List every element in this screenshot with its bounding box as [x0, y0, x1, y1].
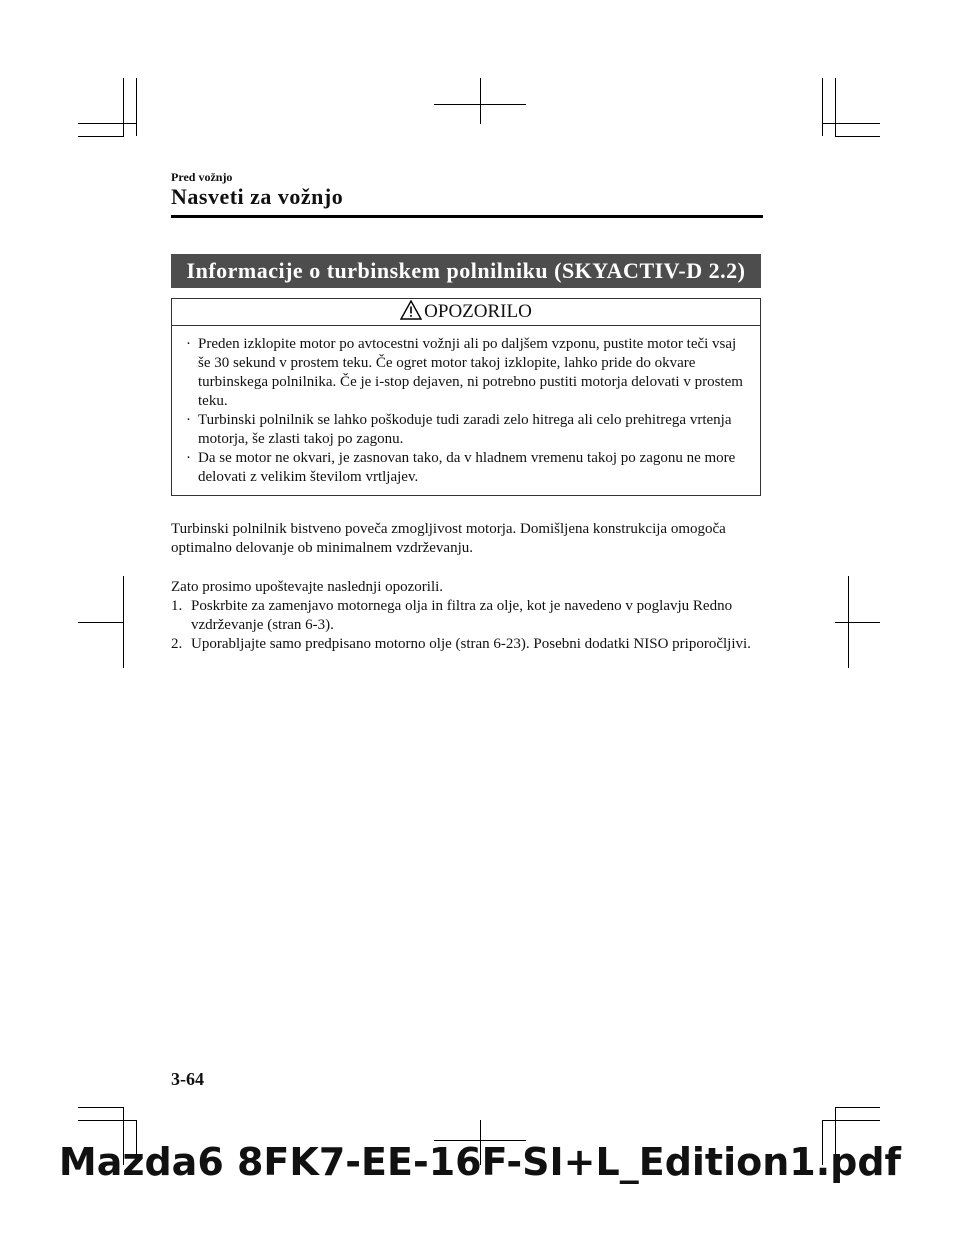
warning-header — [172, 299, 760, 326]
warning-item: · Turbinski polnilnik se lahko poškoduje tudi zaradi zelo hitrega ali celo prehitrega vrtenja motorja, še zlasti takoj po zagonu. — [186, 412, 732, 447]
warning-triangle-icon — [400, 300, 422, 320]
warning-box — [171, 298, 761, 496]
footer-file-name: Mazda6 8FK7-EE-16F-SI+L_Edition1.pdf — [58, 1140, 902, 1184]
list-item: 2. Uporabljajte samo predpisano motorno olje (stran 6-23). Posebni dodatki NISO priporočljivi. — [171, 636, 751, 652]
page-number: 3-64 — [171, 1069, 204, 1089]
list-item: 1. Poskrbite za zamenjavo motornega olja in filtra za olje, kot je navedeno v poglavju Redno vzdrževanje (stran 6-3). — [171, 598, 733, 633]
instructions-list — [171, 597, 763, 654]
section-title: Nasveti za vožnjo — [171, 184, 344, 209]
warning-item: · Da se motor ne okvari, je zasnovan tako, da v hladnem vremenu takoj po zagonu ne more delovati z velikim številom vrtljajev. — [186, 450, 736, 485]
lead-paragraph: Zato prosimo upoštevajte naslednji opozorili. — [171, 579, 444, 595]
chapter-label: Pred vožnjo — [171, 170, 233, 184]
warning-label: OPOZORILO — [424, 301, 532, 322]
topic-banner: Informacije o turbinskem polnilniku (SKYACTIV-D 2.2) — [171, 254, 761, 288]
intro-paragraph: Turbinski polnilnik bistveno poveča zmogljivost motorja. Domišljena konstrukcija omogoča optimalno delovanje ob minimalnem vzdrževanju. — [171, 521, 726, 556]
title-divider — [171, 215, 763, 218]
warning-list — [186, 335, 752, 487]
warning-item: · Preden izklopite motor po avtocestni vožnji ali po daljšem vzponu, pustite motor teči vsaj še 30 sekund v prostem teku. Če ogret motor takoj izklopite, lahko pride do okvare turbinskega polnilnika. Če je i-stop dejaven, ni potrebno pustiti motorja delovati v prostem teku. — [186, 336, 743, 409]
